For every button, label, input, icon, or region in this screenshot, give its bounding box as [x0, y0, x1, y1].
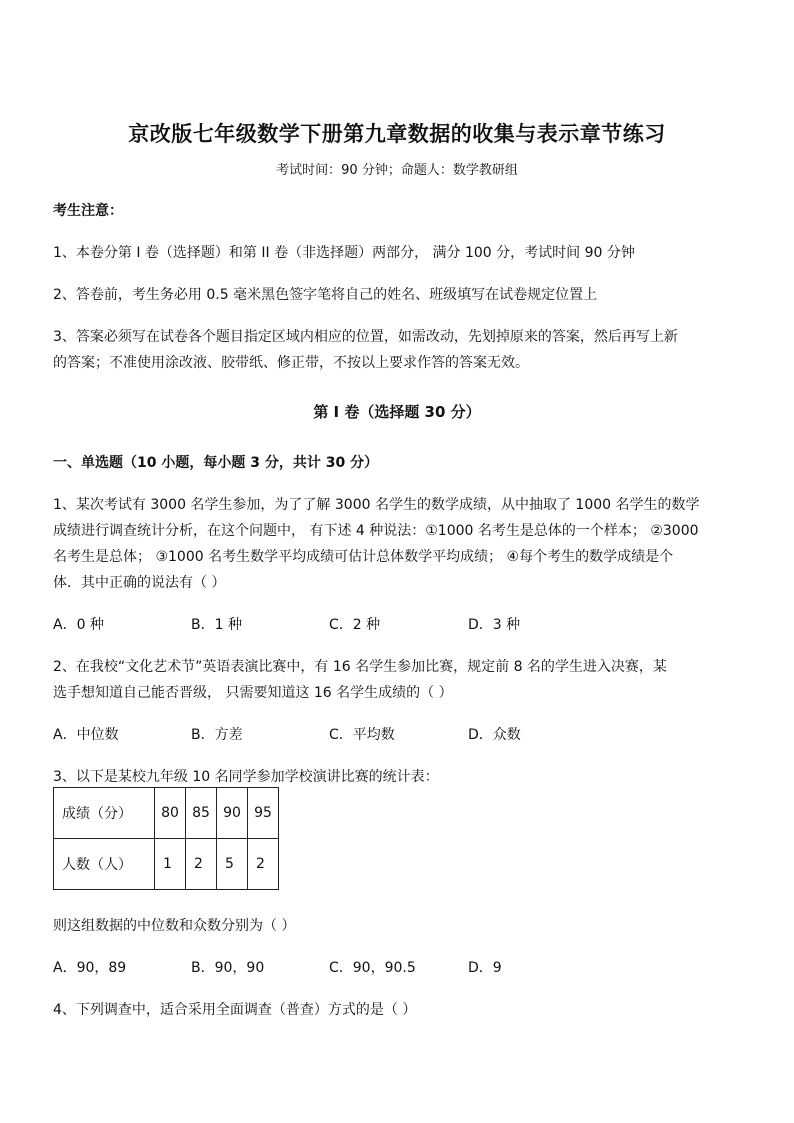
notice-item-3: 3、答案必须写在试卷各个题目指定区域内相应的位置，如需改动，先划掉原来的答案，然后再写上新: [53, 329, 678, 345]
q3-line-after: 则这组数据的中位数和众数分别为（ ）: [53, 918, 296, 934]
page-title: 京改版七年级数学下册第九章数据的收集与表示章节练习: [128, 122, 666, 146]
q3-line-1: 3、以下是某校九年级 10 名同学参加学校演讲比赛的统计表：: [53, 769, 439, 785]
section-heading: 一、单选题（10 小题，每小题 3 分，共计 30 分）: [53, 455, 379, 471]
table-cell: 2: [186, 839, 217, 890]
table-row-label-count: 人数（人）: [54, 839, 155, 890]
q4-line-1: 4、下列调查中，适合采用全面调查（普查）方式的是（ ）: [53, 1002, 417, 1018]
q3-option-c: C．90，90.5: [329, 960, 416, 976]
table-cell: 2: [248, 839, 279, 890]
table-cell: 5: [217, 839, 248, 890]
q1-line-2: 成绩进行调查统计分析，在这个问题中， 有下述 4 种说法：①1000 名考生是总体的一个样本； ②3000: [53, 523, 699, 539]
q1-line-4: 体．其中正确的说法有（ ）: [53, 575, 226, 591]
table-cell: 85: [186, 788, 217, 839]
part1-title: 第 I 卷（选择题 30 分）: [313, 403, 481, 421]
q2-line-2: 选手想知道自己能否晋级， 只需要知道这 16 名学生成绩的（ ）: [53, 685, 453, 701]
q1-option-b: B．1 种: [191, 617, 242, 633]
table-cell: 80: [155, 788, 186, 839]
table-cell: 95: [248, 788, 279, 839]
q3-option-d: D．9: [468, 960, 502, 976]
table-row: [54, 788, 279, 839]
q1-option-d: D．3 种: [468, 617, 521, 633]
stats-table: [53, 787, 279, 890]
q2-option-b: B．方差: [191, 727, 243, 743]
notice-heading: 考生注意：: [53, 203, 123, 219]
q1-option-a: A．0 种: [53, 617, 104, 633]
q1-line-3: 名考生是总体； ③1000 名考生数学平均成绩可估计总体数学平均成绩； ④每个考生的数学成绩是个: [53, 549, 674, 565]
page-subtitle: 考试时间：90 分钟；命题人：数学教研组: [276, 163, 518, 178]
table-cell: 1: [155, 839, 186, 890]
q2-option-d: D．众数: [468, 727, 521, 743]
q1-option-c: C．2 种: [329, 617, 381, 633]
table-row-label-score: 成绩（分）: [54, 788, 155, 839]
table-row: [54, 839, 279, 890]
q3-option-b: B．90，90: [191, 960, 265, 976]
notice-item-2: 2、答卷前，考生务必用 0.5 毫米黑色签字笔将自己的姓名、班级填写在试卷规定位置上: [53, 287, 598, 303]
table-cell: 90: [217, 788, 248, 839]
q1-line-1: 1、某次考试有 3000 名学生参加，为了了解 3000 名学生的数学成绩，从中抽取了 1000 名学生的数学: [53, 497, 700, 513]
q2-line-1: 2、在我校“文化艺术节”英语表演比赛中，有 16 名学生参加比赛，规定前 8 名的学生进入决赛，某: [53, 659, 667, 675]
q3-option-a: A．90，89: [53, 960, 127, 976]
q2-option-a: A．中位数: [53, 727, 119, 743]
notice-item-3-cont: 的答案；不准使用涂改液、胶带纸、修正带，不按以上要求作答的答案无效。: [53, 355, 529, 371]
q2-option-c: C．平均数: [329, 727, 395, 743]
notice-item-1: 1、本卷分第 I 卷（选择题）和第 II 卷（非选择题）两部分， 满分 100 分，考试时间 90 分钟: [53, 245, 635, 261]
